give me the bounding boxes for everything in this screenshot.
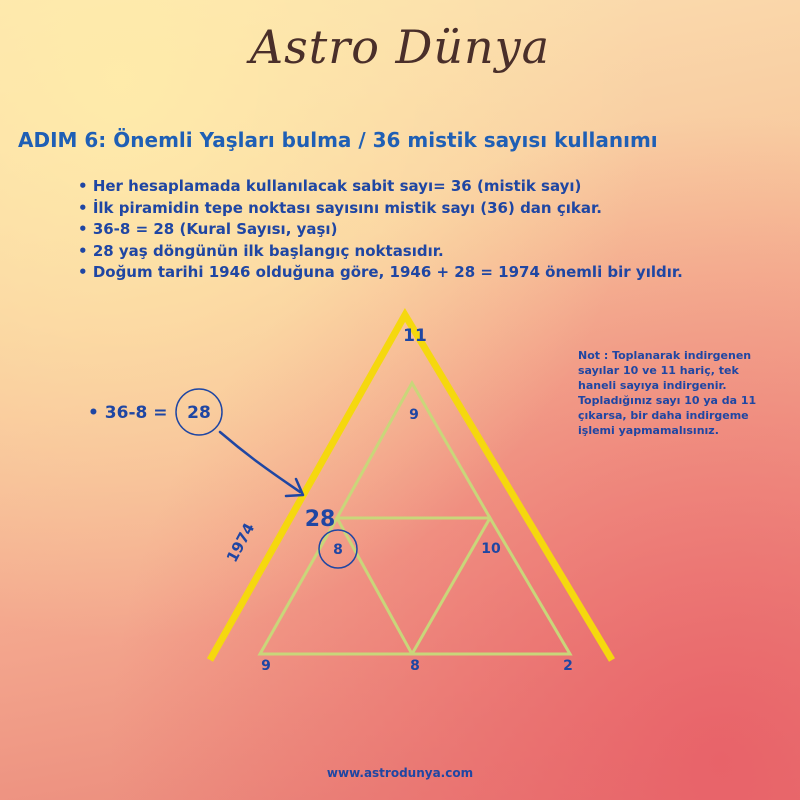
list-item: • 28 yaş döngünün ilk başlangıç noktasıdır. [78,241,683,263]
bottom-mid-number: 8 [410,658,420,674]
equation-prefix: • 36-8 = [88,403,168,423]
list-item: • Her hesaplamada kullanılacak sabit sayı= 36 (mistik sayı) [78,176,683,198]
outer-pyramid [210,315,612,660]
page-title: ADIM 6: Önemli Yaşları bulma / 36 mistik sayısı kullanımı [18,128,658,152]
bottom-right-number: 2 [563,658,573,674]
website-link[interactable]: www.astrodunya.com [326,766,474,780]
pointer-arrow [220,432,300,492]
age-number: 28 [304,507,336,532]
list-item: • 36-8 = 28 (Kural Sayısı, yaşı) [78,219,683,241]
left-mid-number: 8 [333,542,343,558]
bottom-left-number: 9 [261,658,271,674]
year-label: 1974 [222,519,259,566]
bottom-right-triangle [412,518,570,654]
top-triangle [337,383,490,518]
equation-result: 28 [187,403,211,423]
outer-apex-number: 11 [403,326,427,346]
bottom-left-triangle [260,518,412,654]
reduction-note: Not : Toplanarak indirgenen sayılar 10 ve 11 hariç, tek haneli sayıya indirgenir. Topladığınız sayı 10 ya da 11 çıkarsa, bir daha indirgeme işlemi yapmamalısınız. [578,349,757,437]
list-item: • İlk piramidin tepe noktası sayısını mistik sayı (36) dan çıkar. [78,198,683,220]
inner-apex-number: 9 [409,407,419,423]
list-item: • Doğum tarihi 1946 olduğuna göre, 1946 + 28 = 1974 önemli bir yıldır. [78,262,683,284]
right-mid-number: 10 [481,541,501,557]
brand-logo: Astro Dünya [249,20,551,74]
